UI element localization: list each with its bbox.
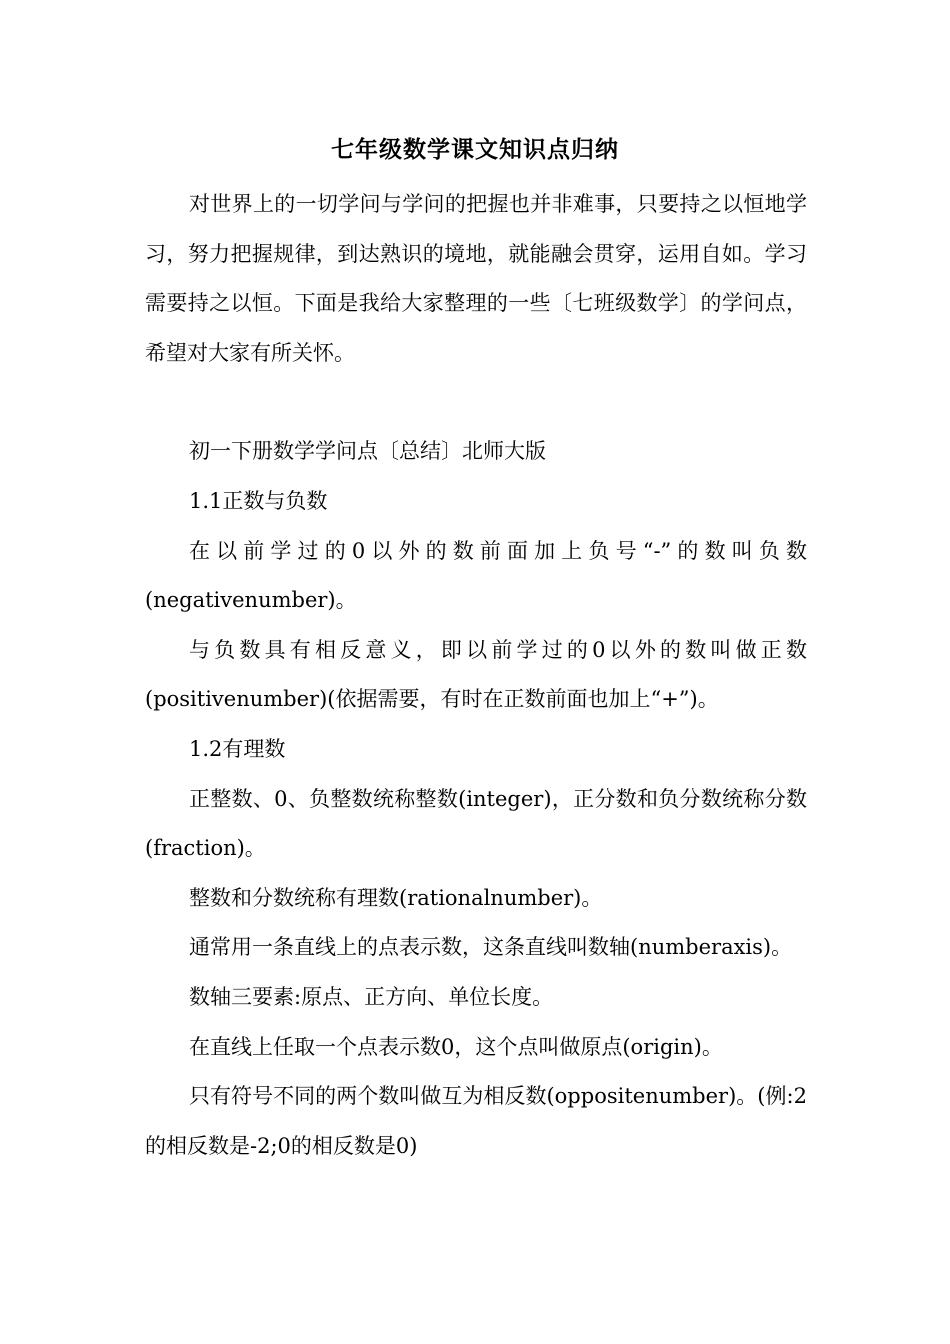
subsection-heading-1-2: 1.2有理数 [189,736,286,761]
paragraph-positive-number: 与负数具有相反意义，即以前学过的0以外的数叫做正数(positivenumber)(依据需要，有时在正数前面也加上“+”)。 [145,637,807,712]
paragraph-opposite-number: 只有符号不同的两个数叫做互为相反数(oppositenumber)。(例:2的相反数是-2;0的相反数是0) [145,1084,807,1158]
paragraph-number-axis: 通常用一条直线上的点表示数，这条直线叫数轴(numberaxis)。 [189,935,793,960]
intro-paragraph: 对世界上的一切学问与学问的把握也并非难事，只要持之以恒地学习，努力把握规律，到达熟识的境地，就能融会贯穿，运用自如。学习需要持之以恒。下面是我给大家整理的一些〔七班级数学〕的学问点，希望对大家有所关怀。 [145,192,807,365]
paragraph-negative-number: 在以前学过的0以外的数前面加上负号“-”的数叫负数(negativenumber)。 [145,538,807,613]
section-heading: 初一下册数学学问点〔总结〕北师大版 [189,439,546,464]
subsection-heading-1-1: 1.1正数与负数 [189,488,328,513]
paragraph-integer-fraction: 正整数、0、负整数统称整数(integer)，正分数和负分数统称分数(fraction)。 [145,786,807,861]
document-title: 七年级数学课文知识点归纳 [331,136,619,163]
paragraph-origin: 在直线上任取一个点表示数0，这个点叫做原点(origin)。 [189,1034,723,1059]
document-body [145,180,807,1171]
paragraph-gap [145,378,807,427]
paragraph-rational-number: 整数和分数统称有理数(rationalnumber)。 [189,885,603,910]
paragraph-axis-elements: 数轴三要素:原点、正方向、单位长度。 [189,984,554,1009]
